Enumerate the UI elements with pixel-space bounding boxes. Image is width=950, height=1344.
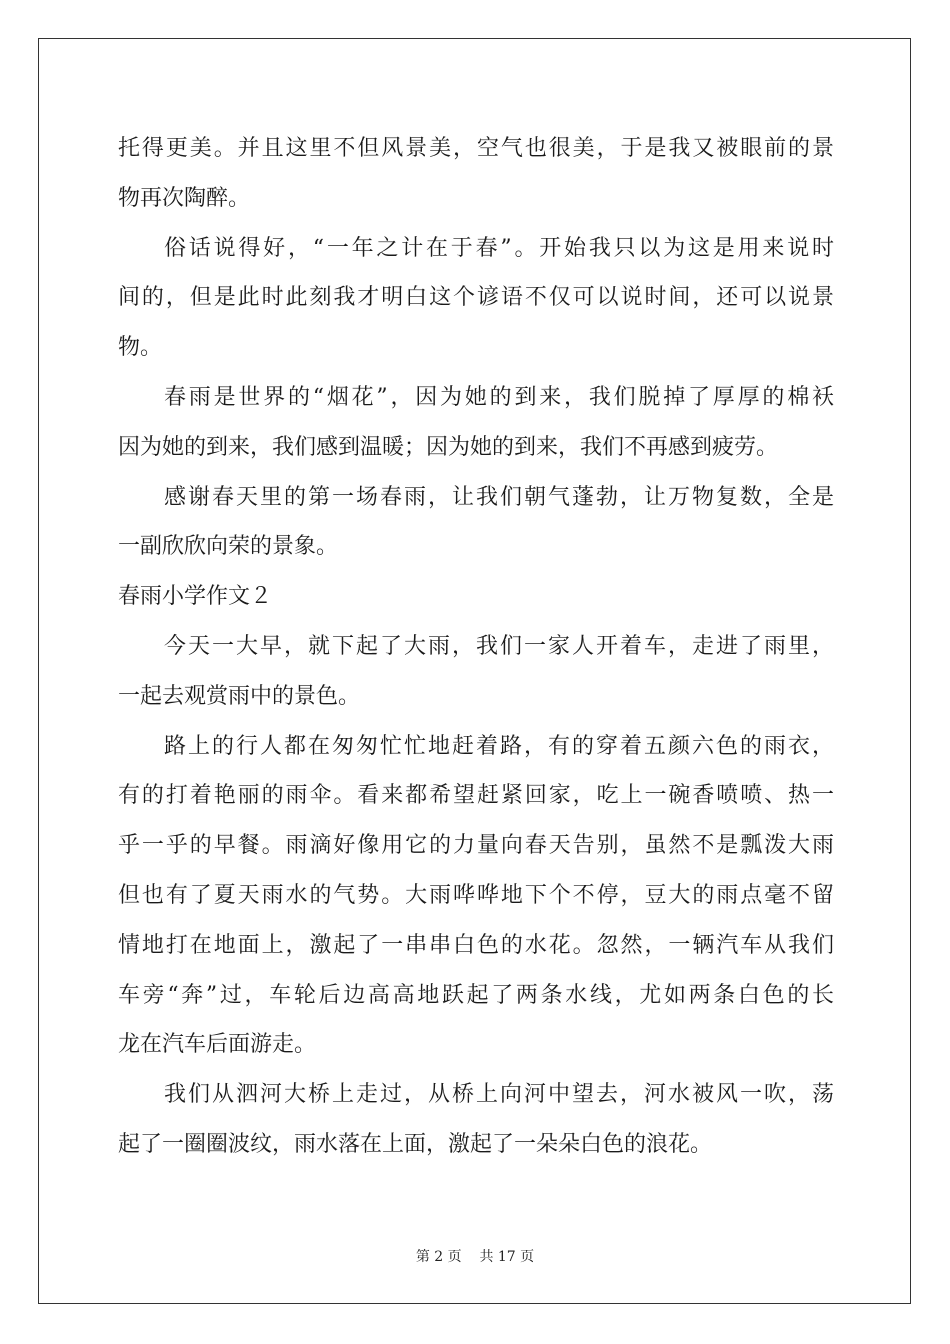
page-footer xyxy=(0,1246,950,1266)
text-line: 起了一圈圈波纹，雨水落在上面，激起了一朵朵白色的浪花。 xyxy=(118,1131,713,1157)
text-line: 间的，但是此时此刻我才明白这个谚语不仅可以说时间，还可以说景 xyxy=(118,285,834,311)
text-line: 我们从泗河大桥上走过，从桥上向河中望去，河水被风一吹，荡 xyxy=(164,1082,834,1108)
text-line: 今天一大早，就下起了大雨，我们一家人开着车，走进了雨里， xyxy=(164,633,834,659)
text-line: 情地打在地面上，激起了一串串白色的水花。忽然，一辆汽车从我们 xyxy=(118,932,834,958)
text-line: 一起去观赏雨中的景色。 xyxy=(118,683,361,709)
text-line: 感谢春天里的第一场春雨，让我们朝气蓬勃，让万物复数，全是 xyxy=(164,484,834,510)
text-line: 路上的行人都在匆匆忙忙地赶着路，有的穿着五颜六色的雨衣， xyxy=(164,733,834,759)
text-line: 物。 xyxy=(118,335,163,361)
text-line: 一副欣欣向荣的景象。 xyxy=(118,534,339,560)
text-line: 因为她的到来，我们感到温暖；因为她的到来，我们不再感到疲劳。 xyxy=(118,434,779,460)
text-line: 春雨小学作文２ xyxy=(118,584,273,610)
text-line: 但也有了夏天雨水的气势。大雨哗哗地下个不停，豆大的雨点毫不留 xyxy=(118,882,834,908)
page-number: 第 2 页 xyxy=(415,1249,462,1265)
text-line: 车旁“奔”过，车轮后边高高地跃起了两条水线，尤如两条白色的长 xyxy=(118,982,834,1008)
text-line: 有的打着艳丽的雨伞。看来都希望赶紧回家，吃上一碗香喷喷、热一 xyxy=(118,783,834,809)
document-body xyxy=(118,124,834,1170)
text-line: 龙在汽车后面游走。 xyxy=(118,1032,317,1058)
text-line: 俗话说得好，“一年之计在于春”。开始我只以为这是用来说时 xyxy=(164,235,834,261)
text-line: 乎一乎的早餐。雨滴好像用它的力量向春天告别，虽然不是瓢泼大雨 xyxy=(118,833,834,859)
text-line: 春雨是世界的“烟花”，因为她的到来，我们脱掉了厚厚的棉袄 xyxy=(164,384,834,410)
page-total: 共 17 页 xyxy=(479,1249,535,1265)
text-line: 物再次陶醉。 xyxy=(118,185,251,211)
text-line: 托得更美。并且这里不但风景美，空气也很美，于是我又被眼前的景 xyxy=(118,136,834,161)
